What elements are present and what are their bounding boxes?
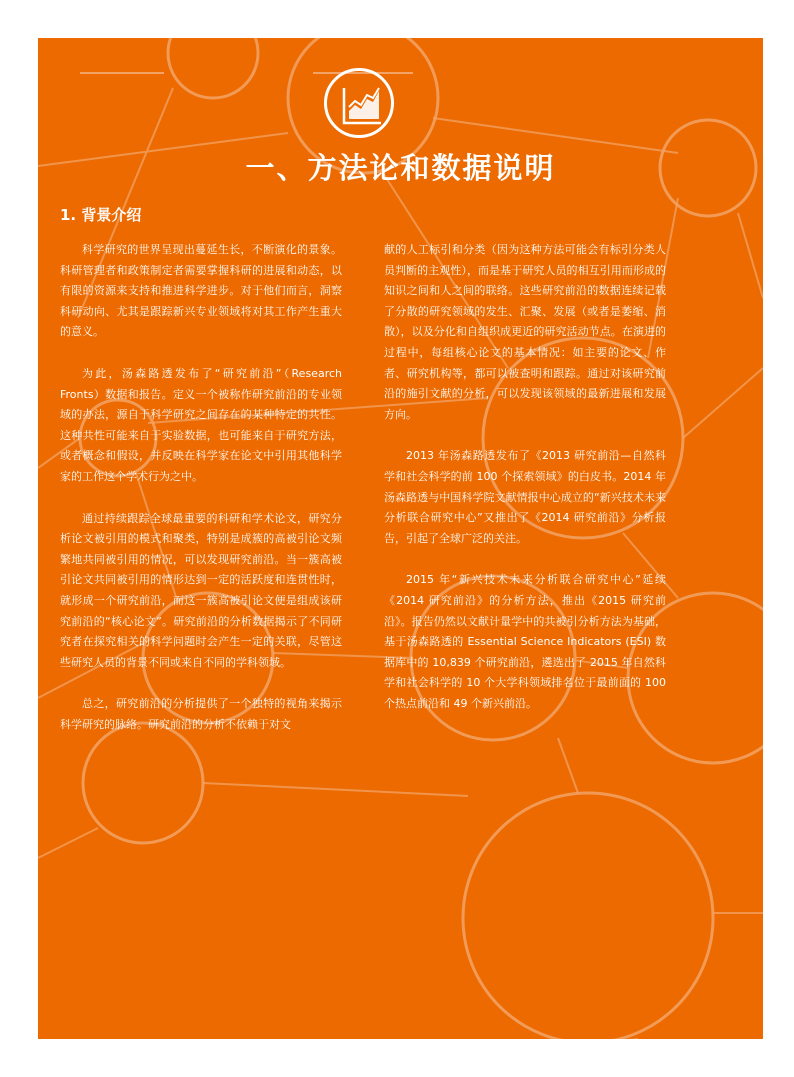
paragraph: 通过持续跟踪全球最重要的科研和学术论文，研究分析论文被引用的模式和聚类，特别是成簇的高被引论文频繁地共同被引用的情况，可以发现研究前沿。当一簇高被引论文共同被引用的情形达到一定的活跃度和连贯性时，就形成一个研究前沿，而这一簇高被引论文便是组成该研究前沿的“核心论文”。研究前沿的分析数据揭示了不同研究者在探究相关的科学问题时会产生一定的关联，尽管这些研究人员的背景不同或来自不同的学科领域。 — [60, 511, 342, 669]
orange-panel — [38, 38, 763, 1039]
paragraph: 2013 年汤森路透发布了《2013 研究前沿—自然科学和社会科学的前 100 个探索领域》的白皮书。2014 年汤森路透与中国科学院文献情报中心成立的“新兴技术未来分析联合研究中心”又推出了《2014 研究前沿》分析报告，引起了全球广泛的关注。 — [384, 449, 666, 545]
left-text-column — [60, 240, 342, 756]
right-text-column — [384, 240, 666, 735]
paragraph-continued: 献的人工标引和分类（因为这种方法可能会有标引分类人员判断的主观性），而是基于研究人员的相互引用而形成的知识之间和人之间的联络。这些研究前沿的数据连续记载了分散的研究领域的发生、汇聚、发展（或者是萎缩、消散），以及分化和自组织成更近的研究活动节点。在演进的过程中，每组核心论文的基本情况：如主要的论文、作者、研究机构等，都可以被查明和跟踪。通过对该研究前沿的施引文献的分析，可以发现该领域的最新进展和发展方向。 — [384, 243, 666, 421]
line-chart-icon-graphic — [341, 85, 383, 127]
top-tick-left — [80, 72, 164, 74]
section-title: 一、方法论和数据说明 — [245, 151, 556, 185]
paragraph: 总之，研究前沿的分析提供了一个独特的视角来揭示科学研究的脉络。研究前沿的分析不依赖于对文 — [60, 697, 342, 731]
intro-heading: 1. 背景介绍 — [60, 206, 142, 224]
paragraph: 为此，汤森路透发布了“研究前沿”（Research Fronts）数据和报告。定义一个被称作研究前沿的专业领域的办法，源自于科学研究之间存在的某种特定的共性。这种共性可能来自于实验数据，也可能来自于研究方法，或者概念和假设，并反映在科学家在论文中引用其他科学家的工作这个学术行为之中。 — [60, 366, 342, 483]
paragraph: 2015 年“新兴技术未来分析联合研究中心”延续《2014 研究前沿》的分析方法，推出《2015 研究前沿》。报告仍然以文献计量学中的共被引分析方法为基础，基于汤森路透的 Essential Science Indicators (ESI) 数据库中的 10,839 个研究前沿，遴选出了 2015 年自然科学和社会科学的 10 个大学科领域排名位于最前面的 100 个热点前沿和 49 个新兴前沿。 — [384, 573, 666, 710]
line-chart-icon — [324, 68, 394, 138]
paragraph: 科学研究的世界呈现出蔓延生长，不断演化的景象。科研管理者和政策制定者需要掌握科研的进展和动态，以有限的资源来支持和推进科学进步。对于他们而言，洞察科研动向、尤其是跟踪新兴专业领域将对其工作产生重大的意义。 — [60, 243, 342, 339]
